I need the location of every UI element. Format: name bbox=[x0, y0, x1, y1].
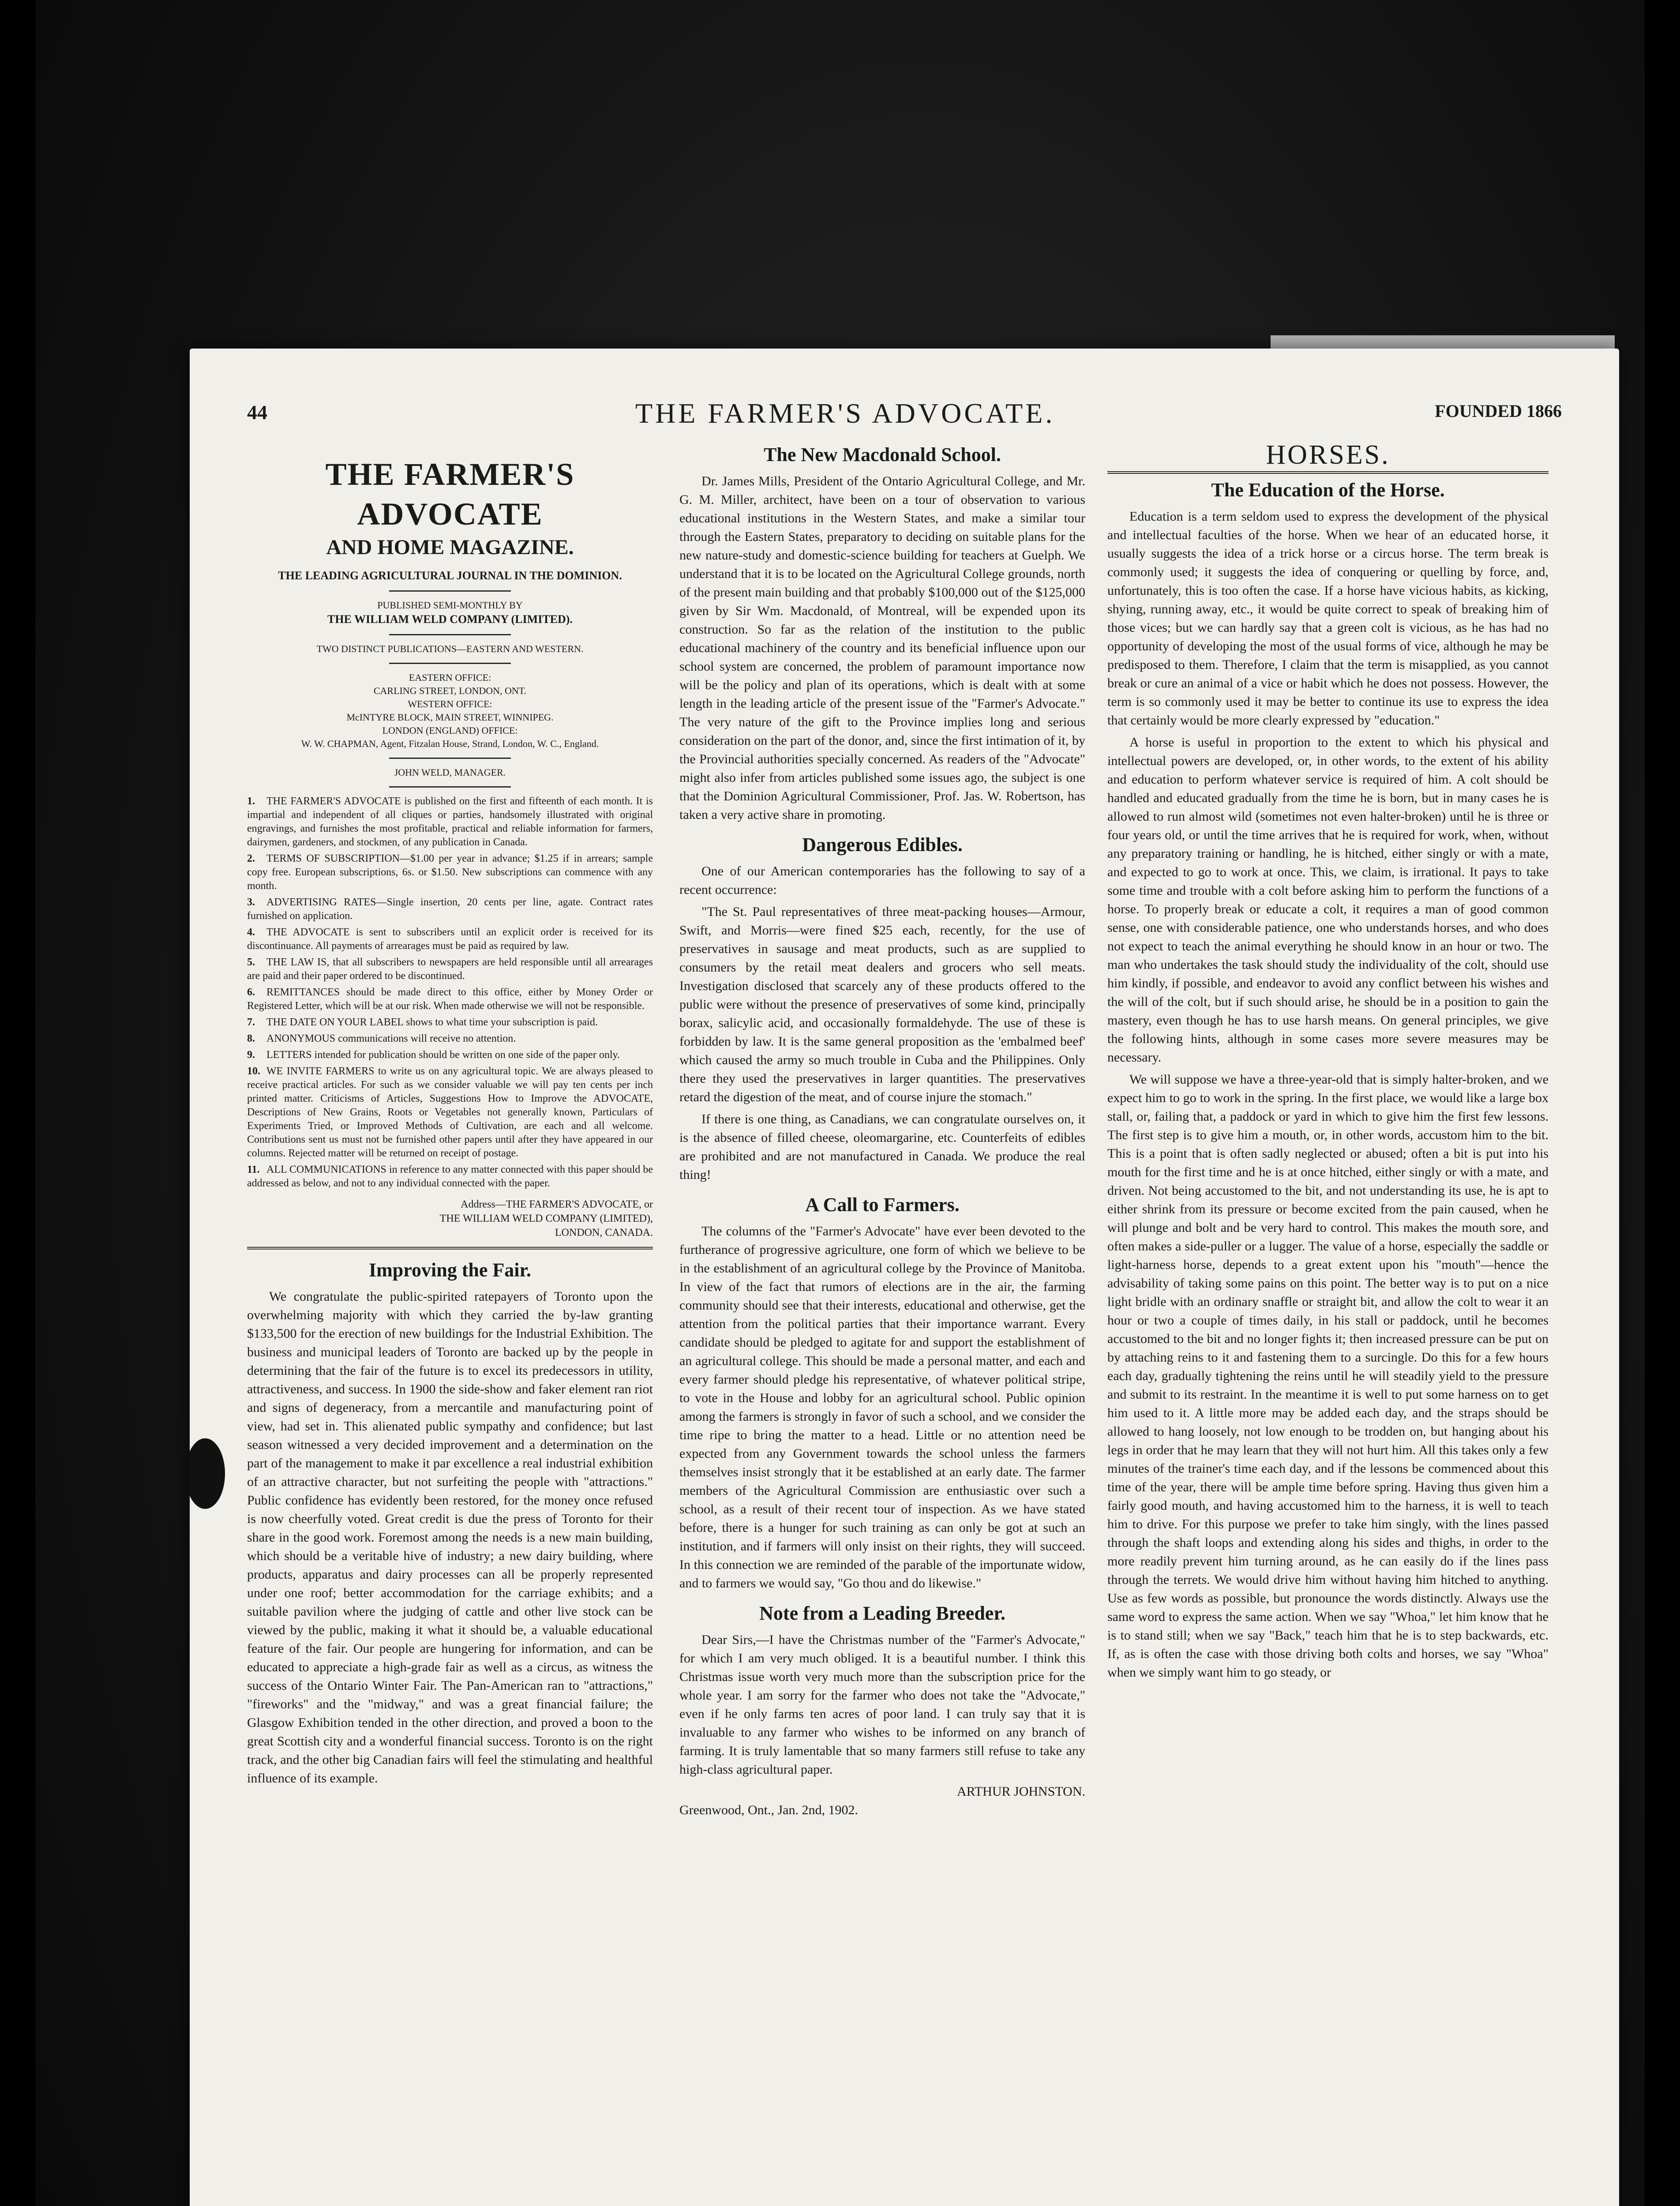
article-paragraph: The columns of the "Farmer's Advocate" have ever been devoted to the furtherance of progressive agriculture, one form of which we believe to be in the establishment of an agricultural college by the Province of Manitoba. In view of the fact that rumors of elections are in the air, the farming community should see that their interests, educational and otherwise, get the attention from the political parties that their importance warrant. Every candidate should be pledged to agitate for and support the establishment of an agricultural college. This should be made a personal matter, and each and every farmer should pledge his representative, of whatever political stripe, to vote in the House and lobby for an agricultural school. Public opinion among the farmers is strongly in favor of such a school, and we consider the time ripe to bring the matter to a head. Little or no attention need be expected from any Government towards the school unless the farmers themselves insist strongly that it be established at an early date. The farmer members of the Agricultural Commission are enthusiastic over such a school, as a result of their recent tour of inspection. As we have stated before, there is a hunger for such training as can only be got at such an institution, and if farmers will only insist on their rights, they will succeed. In this connection we are reminded of the parable of the importunate widow, and to farmers we would say, "Go thou and do likewise." bbox=[679, 1224, 1085, 1591]
magazine-title: THE FARMER'S ADVOCATE bbox=[325, 457, 575, 532]
notice-item: 10. WE INVITE FARMERS to write us on any agricultural topic. We are always pleased to receive practical articles. For such as we consider valuable we will pay ten cents per inch printed matter. Criticisms of Articles, Suggestions How to Improve the ADVOCATE, Descriptions of New Grains, Roots or Vegetables not generally known, Particulars of Experiments Tried, or Improved Methods of Cultivation, are each and all welcome. Contributions sent us must not be furnished other papers until after they have appeared in our columns. Rejected matter will be returned on receipt of postage. bbox=[247, 1065, 653, 1159]
article-paragraph: Dr. James Mills, President of the Ontario Agricultural College, and Mr. G. M. Miller, architect, have been on a tour of observation to various educational institutions in the Western States, and make a similar tour through the Eastern States, preparatory to deciding on suitable plans for the new nature-study and domestic-science building for teachers at Guelph. We understand that it is to be located on the Agricultural College grounds, north of the present main building and that probably $100,000 out of the $125,000 given by Sir Wm. Macdonald, of Montreal, will be expended upon its construction. So far as the relation of the institution to the public educational machinery of the country and its beneficial influence upon our school system are concerned, the problem of paramount importance now will be the policy and plan of its operations, which is dealt with at some length in the leading article of the present issue of the "Farmer's Advocate." The very nature of the gift to the Province implies long and serious consideration on the part of the donor, and, since the first intimation of it, by the Provincial authorities specially concerned. As readers of the "Advocate" might also infer from articles published some issues ago, the subject is one that the Dominion Agricultural Commissioner, Prof. Jas. W. Robertson, has taken a very active share in promoting. bbox=[679, 474, 1085, 822]
page-number: 44 bbox=[247, 401, 267, 424]
notice-item: 4. THE ADVOCATE is sent to subscribers until an explicit order is received for its discontinuance. All payments of arrearages must be paid as required by law. bbox=[247, 927, 653, 952]
section-divider bbox=[1107, 471, 1549, 474]
film-edge-right bbox=[1645, 0, 1680, 2206]
column-middle bbox=[679, 446, 1085, 1820]
section-title-horses: HORSES. bbox=[1266, 440, 1390, 470]
article-heading-horse: The Education of the Horse. bbox=[1211, 479, 1445, 501]
article-heading-farmers: A Call to Farmers. bbox=[805, 1194, 960, 1216]
notice-item: 6. REMITTANCES should be made direct to this office, either by Money Order or Registered Letter, which will be at our risk. When made otherwise we will not be responsible. bbox=[247, 987, 653, 1012]
article-paragraph: One of our American contemporaries has the following to say of a recent occurrence: bbox=[679, 864, 1085, 897]
magazine-subtitle: AND HOME MAGAZINE. bbox=[326, 536, 574, 559]
notice-item: 3. ADVERTISING RATES—Single insertion, 20 cents per line, agate. Contract rates furnished on application. bbox=[247, 897, 653, 922]
notice-item: 2. TERMS OF SUBSCRIPTION—$1.00 per year in advance; $1.25 if in arrears; sample copy free. European subscriptions, 6s. or $1.50. New subscriptions can commence with any month. bbox=[247, 853, 653, 892]
newspaper-page bbox=[190, 349, 1619, 2206]
letter-place-date: Greenwood, Ont., Jan. 2nd, 1902. bbox=[679, 1803, 858, 1817]
article-paragraph: Education is a term seldom used to express the development of the physical and intellectual faculties of the horse. When we hear of an educated horse, it usually suggests the idea of a trick horse or a circus horse. The term break is commonly used; it suggests the idea of conquering or quelling by force, and, unfortunately, this is too often the case. If a horse have vicious habits, as kicking, shying, running away, etc., it would be quite correct to speak of breaking him of those vices; but we can hardly say that a green colt is vicious, as he has had no opportunity of developing the most of the usual forms of vice, although he may be predisposed to them. Therefore, I claim that the term is misapplied, as you cannot break or cure an animal of a vice or habit which he does not possess. However, the term is so commonly used it may be better to continue its use to express the idea that certainly would be more clearly expressed by "education." bbox=[1107, 509, 1549, 728]
notice-item: 5. THE LAW IS, that all subscribers to newspapers are held responsible until all arrearages are paid and their paper ordered to be discontinued. bbox=[247, 957, 653, 982]
publications-line: TWO DISTINCT PUBLICATIONS—EASTERN AND WESTERN. bbox=[316, 643, 584, 654]
divider bbox=[389, 758, 511, 759]
address-line: LONDON, CANADA. bbox=[555, 1227, 653, 1238]
divider bbox=[389, 590, 511, 592]
notice-item: 9. LETTERS intended for publication should be written on one side of the paper only. bbox=[247, 1049, 620, 1061]
masthead bbox=[247, 397, 1562, 437]
article-heading-edibles: Dangerous Edibles. bbox=[802, 834, 963, 855]
article-paragraph: We congratulate the public-spirited ratepayers of Toronto upon the overwhelming majority with which they carried the by-law granting $133,500 for the erection of new buildings for the Industrial Exhibition. The business and municipal leaders of Toronto are backed up by the people in determining that the fair of the future is to excel its predecessors in utility, attractiveness, and success. In 1900 the side-show and faker element ran riot and signs of degeneracy, from a mercantile and manufacturing point of view, had set in. This alienated public sympathy and confidence; but last season witnessed a very decided improvement and a determination on the part of the management to make it par excellence a real industrial exhibition of an attractive character, but not surfeiting the people with "attractions." Public confidence has evidently been restored, for the money once refused is now cheerfully voted. Great credit is due the press of Toronto for their share in the good work. Foremost among the needs is a new main building, which should be a veritable hive of industry; a new dairy building, where products, apparatus and dairy processes can all be properly represented under one roof; better accommodation for the carriage exhibits; and a suitable pavilion where the judging of cattle and other live stock can be viewed by the public, making it what it should be, a valuable educational feature of the fair. Our people are hungering for information, and can be educated to appreciate a high-grade fair as well as a circus, as witness the success of the Ontario Winter Fair. The Pan-American ran to "attractions," "fireworks" and the "midway," and was a great financial failure; the Glasgow Exhibition tended in the other direction, and proved a boon to the great Scottish city and a wonderful financial success. Toronto is on the right track, and the other big Canadian fairs will feel the stimulating and healthful influence of its example. bbox=[247, 1289, 653, 1786]
article-paragraph: Dear Sirs,—I have the Christmas number of the "Farmer's Advocate," for which I am very much obliged. It is a beautiful number. I think this Christmas issue worth very much more than the subscription price for the whole year. I am sorry for the farmer who does not take the "Advocate," even if he only farms ten acres of poor land. I can truly say that it is invaluable to any farmer who wishes to be informed on any branch of farming. It is truly lamentable that so many farmers still refuse to take any high-class agricultural paper. bbox=[679, 1632, 1085, 1777]
article-heading-fair: Improving the Fair. bbox=[369, 1259, 531, 1281]
western-office-label: WESTERN OFFICE: bbox=[408, 698, 492, 709]
column-right bbox=[1107, 440, 1549, 1685]
column-left bbox=[247, 446, 653, 1791]
eastern-office-address: CARLING STREET, LONDON, ONT. bbox=[373, 685, 527, 696]
section-divider bbox=[247, 1247, 653, 1249]
england-office-label: LONDON (ENGLAND) OFFICE: bbox=[382, 725, 518, 736]
film-edge-left bbox=[0, 0, 35, 2206]
england-office-address: W. W. CHAPMAN, Agent, Fitzalan House, Strand, London, W. C., England. bbox=[301, 738, 599, 749]
letter-signature: ARTHUR JOHNSTON. bbox=[956, 1784, 1085, 1799]
founded-label: FOUNDED 1866 bbox=[1435, 401, 1562, 421]
western-office-address: McINTYRE BLOCK, MAIN STREET, WINNIPEG. bbox=[346, 712, 554, 723]
publisher-name: THE WILLIAM WELD COMPANY (LIMITED). bbox=[327, 613, 573, 626]
paper-title: THE FARMER'S ADVOCATE. bbox=[635, 398, 1055, 429]
article-paragraph: A horse is useful in proportion to the extent to which his physical and intellectual powers are developed, or, in other words, to the extent of his ability and education to perform whatever service is required of him. A colt should be handled and educated gradually from the time he is born, but in many cases he is allowed to run almost wild (sometimes not even halter-broken) until he is three or four years old, or until the time arrives that he is required for work, when, without any preparatory training or handling, he is hitched, either singly or with a mate, and expected to go to work at once. This, we claim, is irrational. It pays to take some time and trouble with a colt before asking him to perform the functions of a horse. To properly break or educate a colt, it requires a man of good common sense, one with considerable patience, one who understands horses, and who does not expect to teach the animal everything he should know in an hour or two. The man who undertakes the task should study the individuality of the colt, should use him kindly, if possible, and endeavor to avoid any conflict between his wishes and the will of the colt, but if such should arise, he should be in a position to gain the mastery, even though he has to use harsh means. On general principles, we give the following hints, although in some cases more severe measures may be necessary. bbox=[1107, 735, 1549, 1065]
divider bbox=[389, 663, 511, 664]
address-line: THE WILLIAM WELD COMPANY (LIMITED), bbox=[439, 1213, 653, 1224]
article-paragraph: If there is one thing, as Canadians, we can congratulate ourselves on, it is the absence of filled cheese, oleomargarine, etc. Counterfeits of edibles are prohibited and are not manufactured in Canada. We produce the real thing! bbox=[679, 1112, 1085, 1182]
article-heading-breeder: Note from a Leading Breeder. bbox=[759, 1602, 1005, 1624]
notice-item: 8. ANONYMOUS communications will receive no attention. bbox=[247, 1033, 516, 1044]
address-line: Address—THE FARMER'S ADVOCATE, or bbox=[461, 1199, 653, 1210]
divider bbox=[389, 786, 511, 788]
publication-notices bbox=[247, 795, 653, 1190]
address-block bbox=[247, 1197, 653, 1240]
ink-stain bbox=[190, 1438, 225, 1509]
article-heading-macdonald: The New Macdonald School. bbox=[764, 444, 1001, 465]
magazine-tagline: THE LEADING AGRICULTURAL JOURNAL IN THE DOMINION. bbox=[278, 569, 622, 582]
notice-item: 11. ALL COMMUNICATIONS in reference to any matter connected with this paper should be addressed as below, and not to any individual connected with the paper. bbox=[247, 1164, 653, 1189]
article-paragraph: We will suppose we have a three-year-old that is simply halter-broken, and we expect him to go to work in the spring. In the first place, we would like a large box stall, or, failing that, a paddock or yard in which to give him the first few lessons. The first step is to give him a mouth, or, in other words, accustom him to the bit. This is a point that is often sadly neglected or abused; often a bit is put into his mouth for the first time and he is at once hitched, either singly or with a mate, and driven. Not being accustomed to the bit, and not understanding its use, he is apt to either shrink from its pressure or become excited from the pain caused, when he will plunge and bolt and be very hard to control. This makes the mouth sore, and often makes a side-puller or a lugger. The value of a horse, especially the saddle or light-harness horse, depends to a great extent upon his "mouth"—hence the advisability of taking some pains on this point. The better way is to put on a nice light bridle with an ordinary snaffle or straight bit, and allow the colt to wear it an hour or two a couple of times daily, in his stall or paddock, until he becomes accustomed to the bit and no longer fights it; then increased pressure can be put on by attaching reins to it and fastening them to a surcingle. Do this for a few hours each day, gradually tightening the reins until he will steadily yield to the pressure and submit to its restraint. In the meantime it is well to put some harness on to get him used to it. A little more may be added each day, and the straps should be allowed to hang loosely, not low enough to be trodden on, but hanging about his legs in order that he may learn that they will not hurt him. All this takes only a few minutes of the trainer's time each day, and if the lessons be commenced about this time of the year, there will be ample time before spring. Having thus given him a fairly good mouth, and having accustomed him to the harness, it is well to teach him to drive. For this purpose we prefer to take him singly, with the lines passed through the shaft loops and extending along his sides and thighs, in order to the more readily prevent him turning around, as he can easily do if the lines pass through the terrets. We would drive him without having him hitched to anything. Use as few words as possible, but pronounce the words distinctly. Always use the same word to express the same action. When we say "Whoa," let him know that he is to stand still; when we say "Back," teach him that he is to step backwards, etc. If, as is often the case with those driving both colts and horses, we say "Whoa" when we simply want him to go steady, or bbox=[1107, 1072, 1549, 1680]
manager-line: JOHN WELD, MANAGER. bbox=[394, 767, 506, 778]
article-paragraph: "The St. Paul representatives of three meat-packing houses—Armour, Swift, and Morris—were fined $25 each, recently, for the use of preservatives in sausage and meat products, such as are supplied to consumers by the retail meat dealers and grocers who sell meats. Investigation disclosed that scarcely any of these products offered to the public were without the presence of preservatives of some kind, principally borax, salicylic acid, and occasionally formaldehyde. The use of these is forbidden by law. It is the same general proposition as the 'embalmed beef' which caused the army so much trouble in Cuba and the Philippines. Only there they used the preservatives in larger quantities. The preservatives retard the digestion of the meat, and of course injure the stomach." bbox=[679, 904, 1085, 1104]
notice-item: 7. THE DATE ON YOUR LABEL shows to what time your subscription is paid. bbox=[247, 1017, 598, 1028]
notice-item: 1. THE FARMER'S ADVOCATE is published on the first and fifteenth of each month. It is impartial and independent of all cliques or parties, handsomely illustrated with original engravings, and furnishes the most profitable, practical and reliable information for farmers, dairymen, gardeners, and stockmen, of any publication in Canada. bbox=[247, 795, 653, 848]
magazine-masthead-block bbox=[247, 454, 653, 788]
eastern-office-label: EASTERN OFFICE: bbox=[409, 672, 491, 683]
published-line: PUBLISHED SEMI-MONTHLY BY bbox=[377, 600, 523, 611]
divider bbox=[389, 634, 511, 635]
